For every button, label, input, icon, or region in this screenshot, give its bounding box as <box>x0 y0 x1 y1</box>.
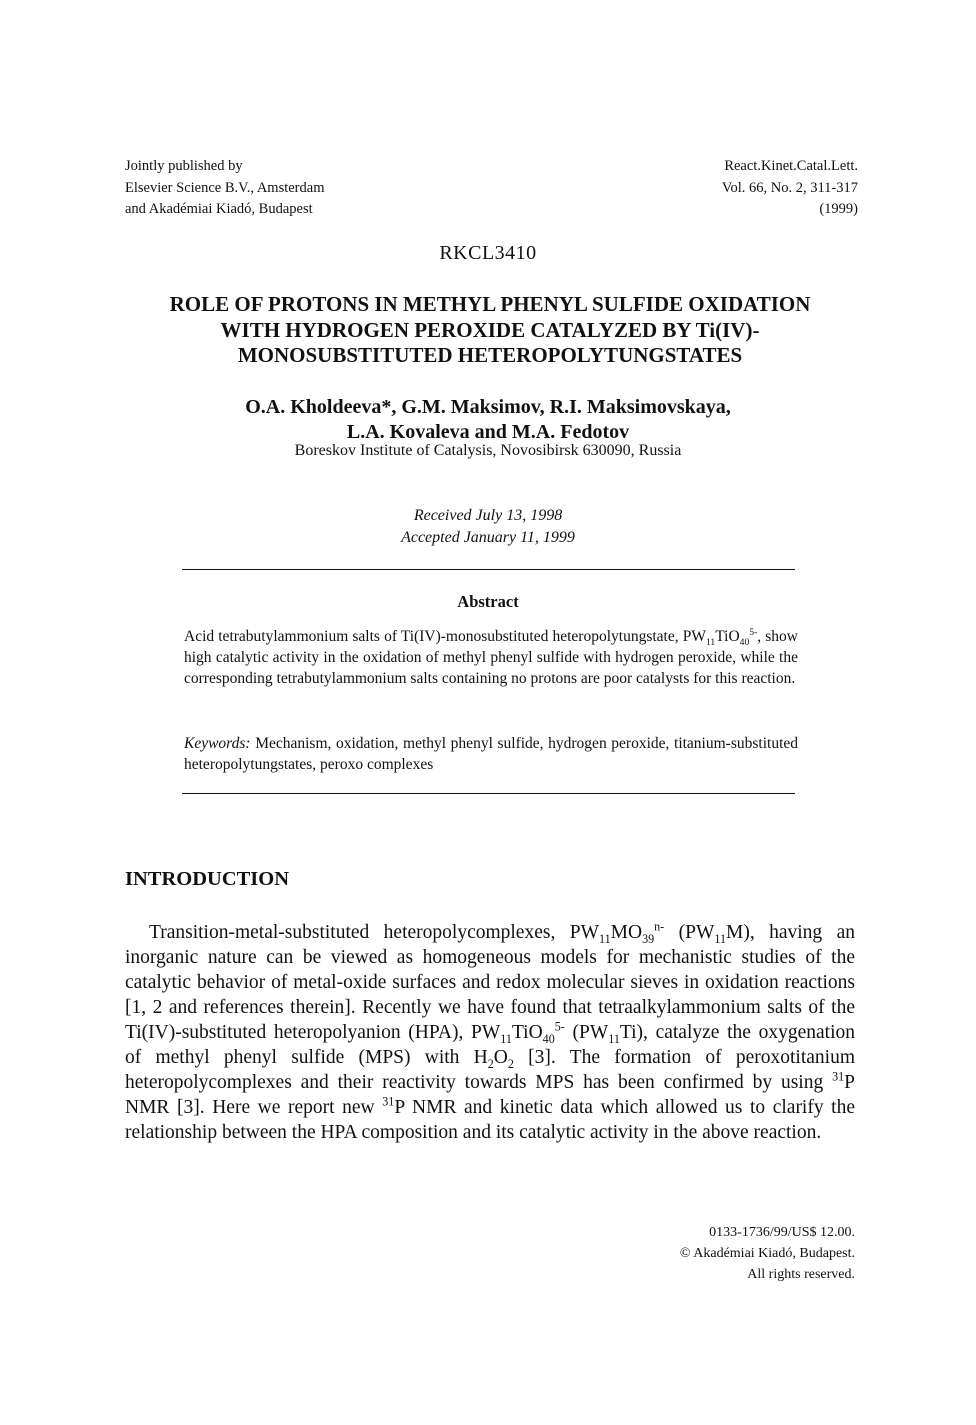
authors-line: L.A. Kovaleva and M.A. Fedotov <box>346 421 630 443</box>
introduction-heading: INTRODUCTION <box>125 868 290 890</box>
keywords-text: Mechanism, oxidation, methyl phenyl sulfide, hydrogen peroxide, titanium-substituted heteropolytungstates, peroxo complexes <box>184 735 798 773</box>
authors-line: O.A. Kholdeeva*, G.M. Maksimov, R.I. Maksimovskaya, <box>245 396 731 418</box>
publisher-line: and Akadémiai Kiadó, Budapest <box>125 201 313 217</box>
affiliation: Boreskov Institute of Catalysis, Novosibirsk 630090, Russia <box>294 442 682 459</box>
keywords-label: Keywords: <box>184 735 251 752</box>
copyright: © Akadémiai Kiadó, Budapest. <box>679 1246 855 1261</box>
dates <box>0 505 976 549</box>
publisher-line: Jointly published by <box>125 158 243 174</box>
introduction-body <box>125 920 855 1145</box>
title-line: WITH HYDROGEN PEROXIDE CATALYZED BY Ti(IV)- <box>220 317 760 342</box>
article-title <box>100 292 880 369</box>
journal-citation <box>722 156 858 221</box>
authors <box>0 395 976 445</box>
issn-price: 0133-1736/99/US$ 12.00. <box>709 1225 855 1240</box>
title-line: ROLE OF PROTONS IN METHYL PHENYL SULFIDE OXIDATION <box>169 292 811 316</box>
abstract-body <box>184 626 798 689</box>
rights-reserved: All rights reserved. <box>747 1267 855 1282</box>
abstract-text: Acid tetrabutylammonium salts of Ti(IV)-monosubstituted heteropolytungstate, $PW_{11}TiO_{40}^{5-}$, show high catalytic activity in the oxidation of methyl phenyl sulfide with hydrogen peroxide, while the corresponding tetrabutylammonium salts containing no protons are poor catalysts for this reaction. <box>184 626 798 687</box>
abstract-heading: Abstract <box>457 592 519 611</box>
keywords <box>184 733 798 775</box>
publisher-info <box>125 156 324 221</box>
copyright-block <box>680 1222 855 1285</box>
journal-volume: Vol. 66, No. 2, 311-317 <box>721 179 858 196</box>
publisher-line: Elsevier Science B.V., Amsterdam <box>125 179 325 196</box>
journal-name: React.Kinet.Catal.Lett. <box>724 158 858 174</box>
accepted-date: Accepted January 11, 1999 <box>401 529 575 546</box>
divider-top <box>182 569 795 570</box>
received-date: Received July 13, 1998 <box>413 507 563 524</box>
introduction-paragraph: Transition-metal-substituted heteropolycomplexes, $PW_{11}MO_{39}^{n-}$ $(PW_{11}M)$, having an inorganic nature can be viewed as homogeneous models for mechanistic studies of the catalytic behavior of metal-oxide surfaces and redox molecular sieves in oxidation reactions [1, 2 and references therein]. Recently we have found that tetraalkylammonium salts of the Ti(IV)-substituted heteropolyanion (HPA), $PW_{11}TiO_{40}^{5-}$ $(PW_{11}Ti)$, catalyze the oxygenation of methyl phenyl sulfide (MPS) with $H_2O_2$ [3]. The formation of peroxotitanium heteropolycomplexes and their reactivity towards MPS has been confirmed by using $^{31}$P NMR [3]. Here we report new $^{31}$P NMR and kinetic data which allowed us to clarify the relationship between the HPA composition and its catalytic activity in the above reaction. <box>125 919 856 1143</box>
article-code: RKCL3410 <box>439 242 537 264</box>
journal-year: (1999) <box>819 201 858 217</box>
divider-bottom <box>182 793 795 794</box>
title-line: MONOSUBSTITUTED HETEROPOLYTUNGSTATES <box>237 343 743 367</box>
